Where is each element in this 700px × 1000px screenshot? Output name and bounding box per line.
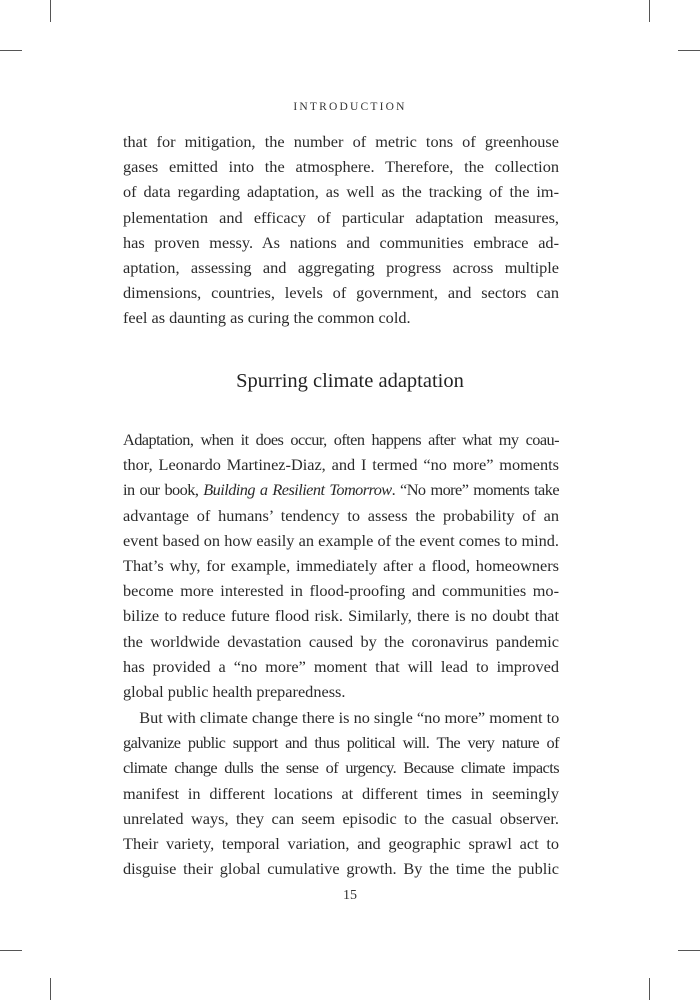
text-line: gases emitted into the atmosphere. Therefore, the collection <box>123 157 559 177</box>
text-line: the worldwide devastation caused by the coronavirus pandemic <box>123 631 559 651</box>
section-heading: Spurring climate adaptation <box>236 370 464 392</box>
text-line: has proven messy. As nations and communities embrace ad- <box>123 232 559 252</box>
crop-mark-left-top <box>0 50 22 51</box>
text-line: of data regarding adaptation, as well as the tracking of the im- <box>123 182 559 202</box>
crop-mark-right-top <box>678 50 700 51</box>
text-line: that for mitigation, the number of metric tons of greenhouse <box>123 132 559 151</box>
crop-mark-right-bottom <box>678 950 700 951</box>
text-line: unrelated ways, they can seem episodic to the casual observer. <box>123 808 559 828</box>
crop-mark-bottom-left <box>50 978 51 1000</box>
text-line: has provided a “no more” moment that will lead to improved <box>123 656 559 676</box>
text-line: feel as daunting as curing the common cold. <box>123 308 411 328</box>
running-head: INTRODUCTION <box>293 101 407 113</box>
text-line: bilize to reduce future flood risk. Similarly, there is no doubt that <box>123 606 559 626</box>
text-line: become more interested in flood-proofing and communities mo- <box>123 581 559 601</box>
book-title: Building a Resilient Tomorrow <box>203 480 392 500</box>
crop-mark-top-right <box>649 0 650 22</box>
text-fragment: . “No more” moments take <box>391 480 559 500</box>
text-fragment: in our book, <box>123 480 204 500</box>
intro-paragraph <box>123 129 559 331</box>
text-line: manifest in different locations at different times in seemingly <box>123 783 559 803</box>
text-line: plementation and efficacy of particular adaptation measures, <box>123 207 559 227</box>
crop-mark-bottom-right <box>649 978 650 1000</box>
text-line: galvanize public support and thus political will. The very nature of <box>123 733 559 753</box>
text-line-with-book-title <box>123 477 559 502</box>
body-paragraph-2 <box>123 705 559 881</box>
text-line: thor, Leonardo Martinez-Diaz, and I termed “no more” moments <box>123 455 559 475</box>
crop-mark-top-left <box>50 0 51 22</box>
text-line: disguise their global cumulative growth. By the time the public <box>123 859 559 879</box>
text-line: aptation, assessing and aggregating progress across multiple <box>123 257 559 277</box>
text-line: climate change dulls the sense of urgency. Because climate impacts <box>123 758 559 778</box>
text-line: advantage of humans’ tendency to assess the probability of an <box>123 505 559 525</box>
text-line: But with climate change there is no single “no more” moment to <box>123 708 560 727</box>
text-line: Adaptation, when it does occur, often happens after what my coau- <box>123 430 559 449</box>
page-number: 15 <box>343 888 357 903</box>
text-line: event based on how easily an example of the event comes to mind. <box>123 530 559 550</box>
body-paragraph-1 <box>123 427 559 704</box>
text-line: That’s why, for example, immediately after a flood, homeowners <box>123 555 559 575</box>
text-line: global public health preparedness. <box>123 681 346 701</box>
text-line: Their variety, temporal variation, and geographic sprawl act to <box>123 833 559 853</box>
crop-mark-left-bottom <box>0 950 22 951</box>
text-line: dimensions, countries, levels of government, and sectors can <box>123 283 559 303</box>
